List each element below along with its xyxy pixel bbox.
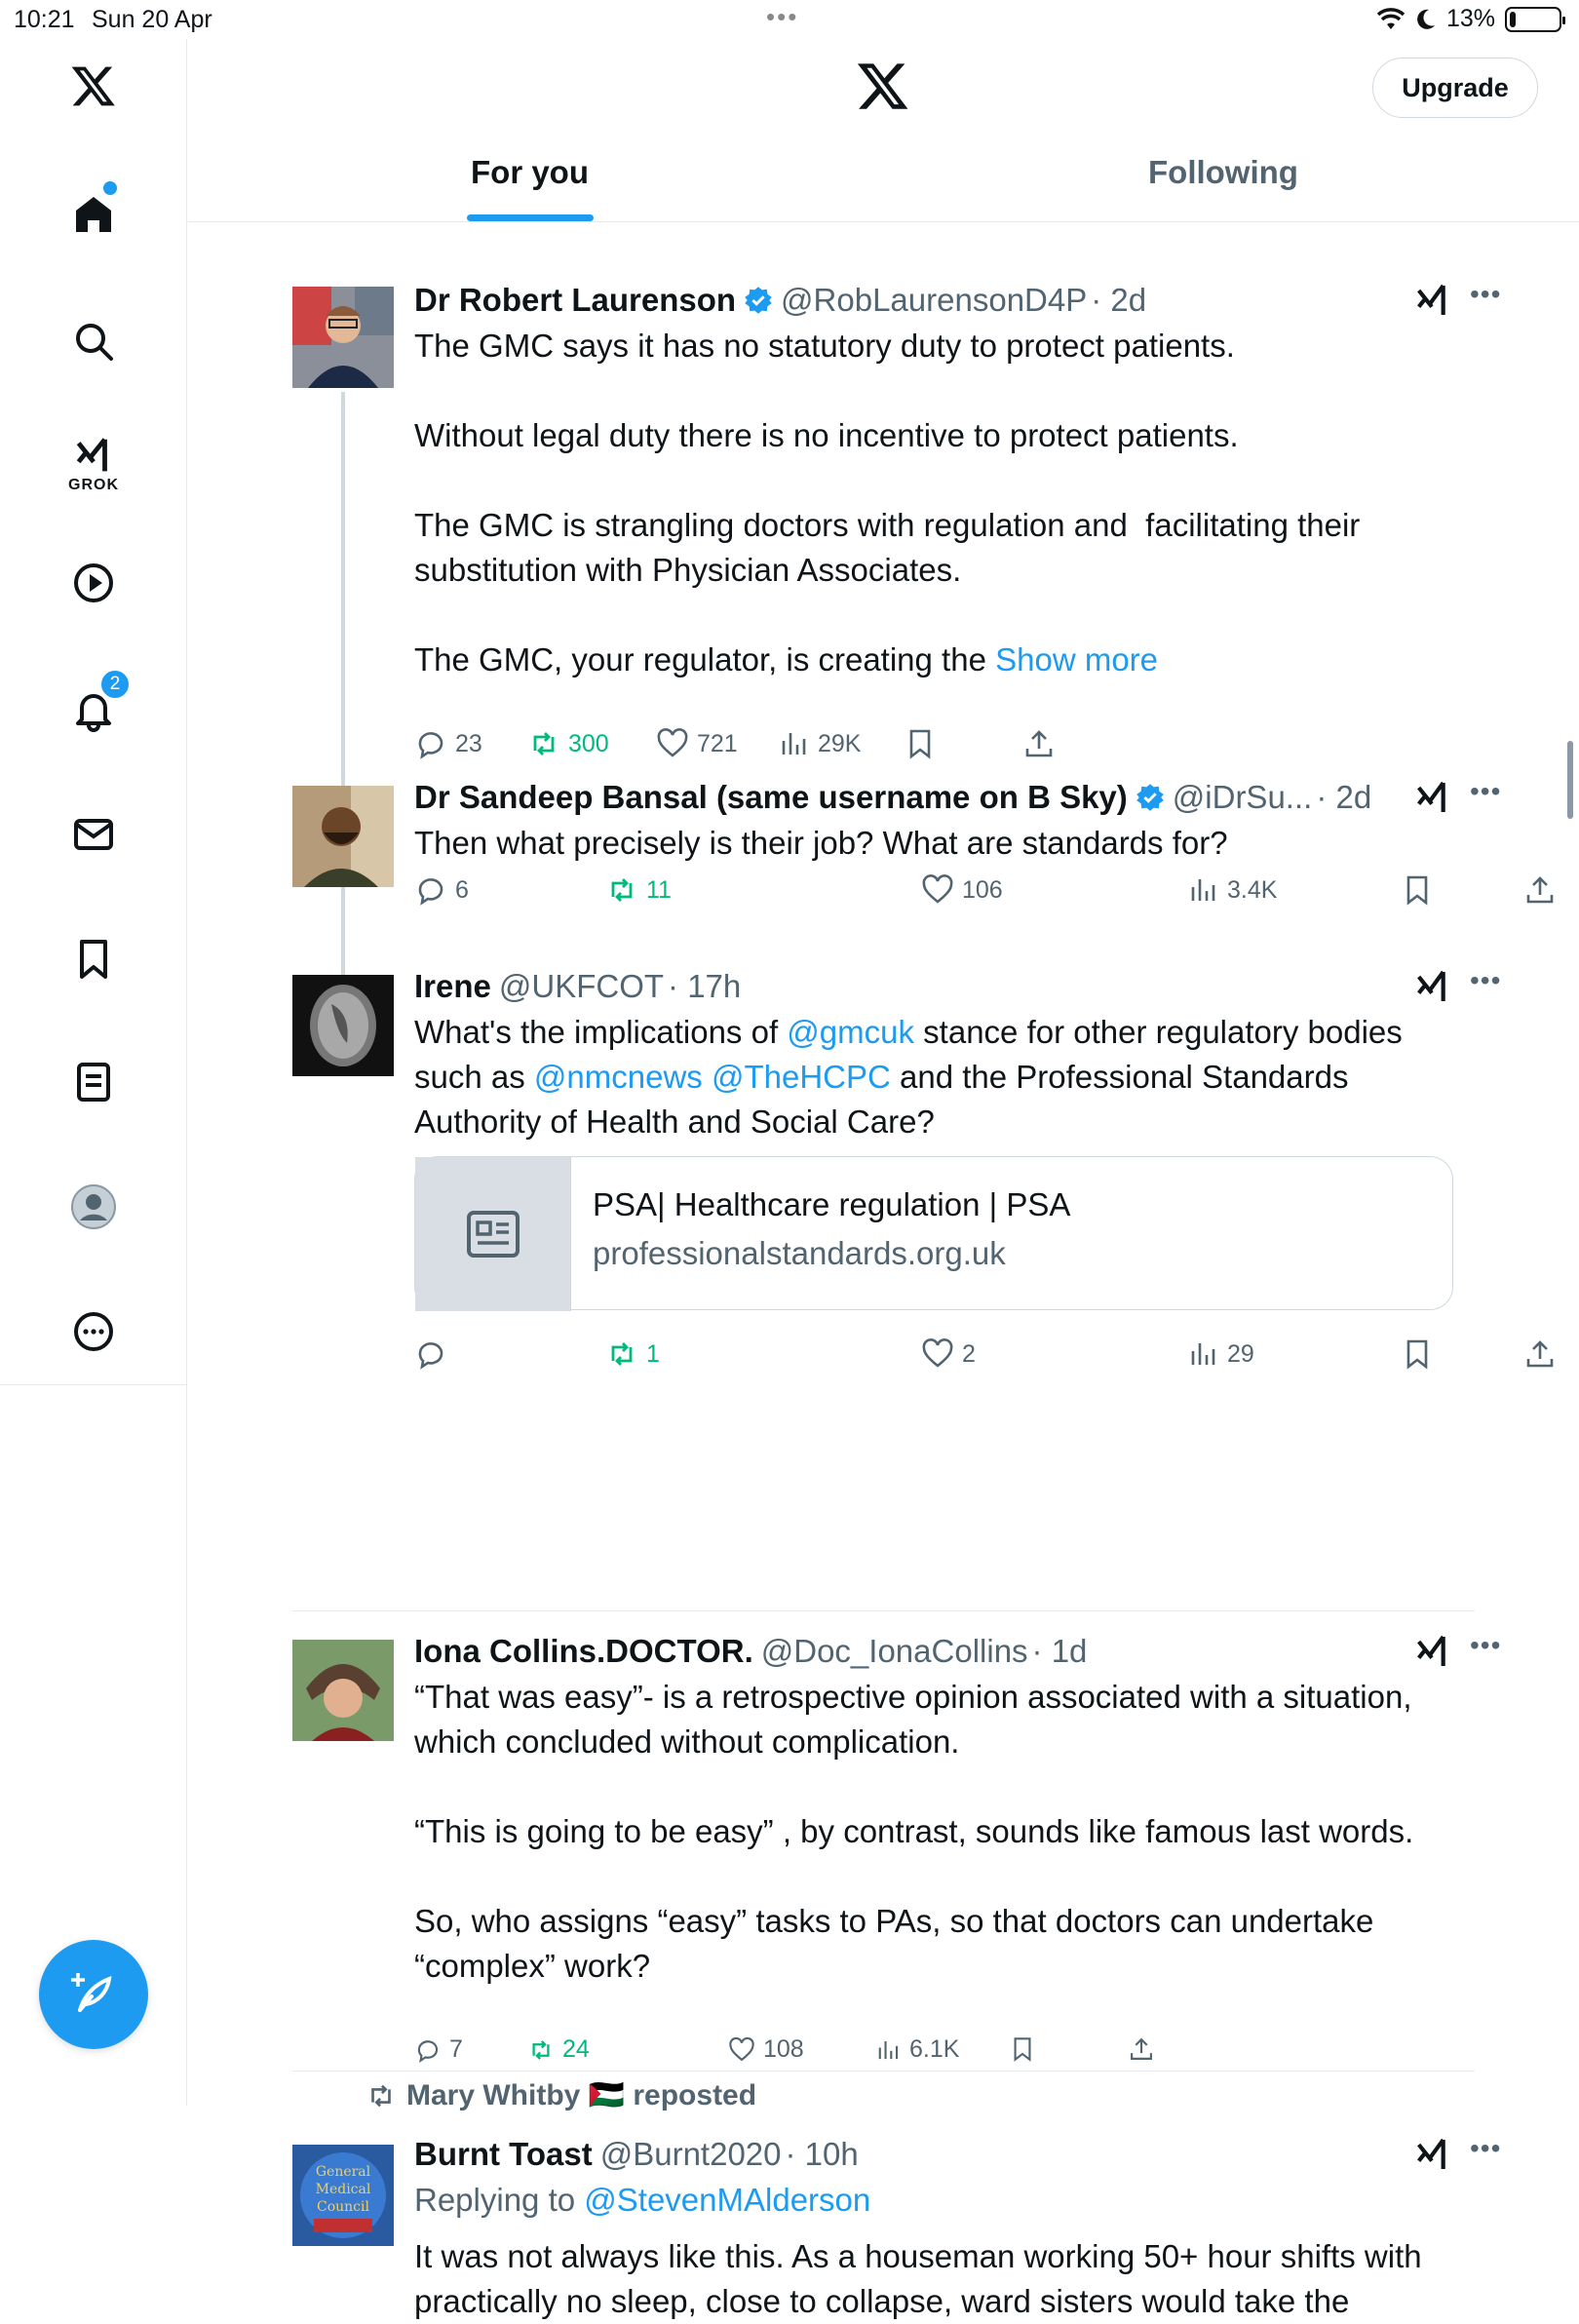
like-button[interactable] — [728, 2035, 804, 2064]
grok-icon[interactable] — [1412, 1632, 1451, 1671]
author-handle[interactable]: @Burnt2020 — [599, 2136, 782, 2172]
bookmark-icon — [1401, 873, 1434, 907]
avatar[interactable] — [292, 1640, 394, 1741]
sidebar-item-lists[interactable] — [55, 1043, 133, 1121]
x-logo-icon — [856, 58, 910, 113]
share-button[interactable] — [1128, 2035, 1155, 2063]
wifi-icon — [1376, 8, 1406, 31]
mention-link[interactable]: @StevenMAlderson — [584, 2182, 871, 2218]
sidebar-item-notifications[interactable] — [55, 671, 133, 749]
tweet-text: “That was easy”- is a retrospective opinion associated with a situation, which concluded without complication. “This is going to be easy” , by contrast, sounds like famous last words. So, who assigns “easy” tasks to PAs, so that doctors can undertake “complex” work? — [414, 1679, 1414, 1984]
battery-percent: 13% — [1445, 5, 1495, 32]
sidebar-item-profile[interactable] — [55, 1168, 133, 1246]
card-thumbnail — [415, 1157, 571, 1311]
mention-link[interactable]: @gmcuk — [787, 1014, 914, 1050]
tweet-actions — [414, 873, 1389, 916]
active-tab-indicator — [467, 214, 594, 221]
heart-icon — [921, 1337, 954, 1371]
tab-following[interactable]: Following — [1148, 154, 1298, 190]
grok-label: GROK — [68, 477, 119, 493]
mail-icon — [70, 811, 117, 858]
share-icon — [1022, 727, 1056, 760]
avatar-text: Medical — [315, 2182, 371, 2197]
like-button[interactable] — [921, 873, 1003, 907]
tweet-actions — [414, 1337, 1389, 1380]
repost-count: 300 — [568, 729, 609, 757]
avatar-text: General — [315, 2164, 371, 2180]
moon-icon — [1415, 8, 1437, 31]
avatar[interactable] — [292, 2145, 394, 2246]
author-handle[interactable]: @iDrSu... — [1172, 779, 1313, 815]
bookmark-button[interactable] — [1401, 873, 1434, 907]
grok-icon — [71, 434, 116, 479]
tweet-header — [414, 1630, 1467, 1673]
author-name[interactable]: Iona Collins.DOCTOR. — [414, 1633, 753, 1669]
like-count: 2 — [962, 1339, 976, 1368]
heart-icon — [728, 2036, 755, 2064]
tweet-header — [414, 279, 1467, 322]
reply-button[interactable] — [414, 1337, 455, 1371]
view-count: 6.1K — [909, 2035, 960, 2063]
repost-button[interactable] — [605, 873, 672, 907]
reply-icon — [414, 873, 447, 907]
heart-icon — [656, 727, 689, 760]
profile-avatar-icon — [70, 1183, 117, 1230]
views-chart-icon — [1186, 1337, 1219, 1371]
bookmark-button[interactable] — [904, 727, 937, 760]
tweet-time[interactable]: · 10h — [785, 2136, 859, 2172]
author-name[interactable]: Burnt Toast — [414, 2136, 593, 2172]
view-count: 29K — [818, 729, 862, 757]
sidebar-item-home[interactable] — [55, 175, 133, 253]
avatar[interactable] — [292, 786, 394, 887]
tweet-text-content: The GMC says it has no statutory duty to protect patients. Without legal duty there is no incentive to protect patients. The GMC is strangling doctors with regulation and facilitating their substitution with Physician Associates. The GMC, your regulator, is creating the — [414, 328, 1361, 678]
view-count: 29 — [1227, 1339, 1254, 1368]
grok-icon[interactable] — [1412, 967, 1451, 1006]
repost-context[interactable] — [366, 2078, 756, 2112]
more-options-icon[interactable]: ••• — [1470, 2133, 1502, 2163]
author-handle[interactable]: @Doc_IonaCollins — [760, 1633, 1028, 1669]
reply-button[interactable] — [414, 873, 469, 907]
tweet-divider — [292, 1610, 1475, 1611]
author-name[interactable]: Dr Robert Laurenson — [414, 282, 737, 318]
multitasking-dots-icon[interactable]: ••• — [766, 2, 799, 31]
tweet-time[interactable]: · 1d — [1031, 1633, 1088, 1669]
author-name[interactable]: Dr Sandeep Bansal (same username on B Sky) — [414, 779, 1128, 815]
share-button[interactable] — [1523, 873, 1557, 907]
author-name[interactable]: Irene — [414, 968, 491, 1004]
repost-count: 24 — [562, 2035, 590, 2063]
sidebar-item-videos[interactable] — [55, 544, 133, 622]
replying-to — [414, 2178, 1467, 2223]
more-options-icon[interactable]: ••• — [1470, 776, 1502, 806]
reply-icon — [414, 727, 447, 760]
like-count: 106 — [962, 875, 1003, 904]
views-chart-icon — [1186, 873, 1219, 907]
play-circle-icon — [70, 560, 117, 606]
home-unread-dot — [103, 181, 117, 195]
x-logo-icon — [70, 62, 117, 109]
text-part: What's the implications of — [414, 1014, 788, 1050]
list-document-icon — [70, 1059, 117, 1105]
battery-icon — [1505, 7, 1561, 32]
bookmark-icon — [1401, 1337, 1434, 1371]
more-circle-icon — [70, 1308, 117, 1355]
more-options-icon[interactable]: ••• — [1470, 279, 1502, 309]
views-button[interactable] — [874, 2035, 959, 2064]
repost-count: 1 — [646, 1339, 660, 1368]
sidebar-item-explore[interactable] — [55, 302, 133, 380]
repost-icon — [605, 1337, 638, 1371]
views-button[interactable] — [1186, 1337, 1254, 1371]
compose-feather-icon — [66, 1967, 121, 2022]
text-part: stance for other regulatory bodies such as — [414, 1014, 1411, 1095]
like-button[interactable] — [656, 727, 738, 760]
bookmark-icon — [70, 936, 117, 983]
sidebar-nav — [0, 39, 187, 2106]
repost-icon — [527, 727, 560, 760]
heart-icon — [921, 873, 954, 907]
views-chart-icon — [777, 727, 810, 760]
repost-icon — [605, 873, 638, 907]
verified-badge-icon — [744, 286, 773, 315]
thread-line — [341, 392, 345, 1006]
author-handle[interactable]: @RobLaurensonD4P — [781, 282, 1088, 318]
show-more-link[interactable]: Show more — [995, 641, 1159, 678]
repost-button[interactable] — [527, 2035, 590, 2064]
tweet-text — [414, 324, 1467, 682]
views-button[interactable] — [1186, 873, 1277, 907]
more-options-icon[interactable]: ••• — [1470, 965, 1502, 995]
mention-link[interactable]: @nmcnews — [533, 1059, 703, 1095]
card-domain: professionalstandards.org.uk — [593, 1235, 1006, 1271]
share-icon — [1523, 873, 1557, 907]
like-count: 721 — [697, 729, 738, 757]
repost-icon — [527, 2036, 555, 2064]
sidebar-item-bookmarks[interactable] — [55, 920, 133, 998]
search-icon — [70, 318, 117, 365]
tweet-time[interactable]: · 2d — [1316, 779, 1372, 815]
repost-button[interactable] — [605, 1337, 660, 1371]
tweet-time[interactable]: · 17h — [668, 968, 742, 1004]
reply-count: 6 — [455, 875, 469, 904]
repost-button[interactable] — [527, 727, 609, 760]
link-preview-card[interactable] — [414, 1156, 1453, 1310]
tweet-text — [414, 1010, 1467, 1144]
share-button[interactable] — [1523, 1337, 1557, 1371]
tweet-header — [414, 965, 1467, 1008]
status-right — [1376, 5, 1561, 33]
repost-icon — [366, 2080, 397, 2111]
tweet-text: Then what precisely is their job? What are standards for? — [414, 825, 1228, 861]
avatar[interactable] — [292, 975, 394, 1076]
verified-badge-icon — [1136, 783, 1165, 812]
status-bar — [0, 0, 1579, 39]
sidebar-x-logo[interactable] — [55, 47, 133, 125]
bookmark-icon — [1009, 2035, 1036, 2063]
reply-icon — [414, 2036, 442, 2064]
sidebar-divider — [0, 1384, 187, 1385]
reply-count: 23 — [455, 729, 482, 757]
reply-icon — [414, 1337, 447, 1371]
home-icon — [70, 191, 117, 238]
text-part: and the Professional Standards Authority of Health and Social Care? — [414, 1059, 1356, 1140]
grok-icon[interactable] — [1412, 2135, 1451, 2174]
tweet-header — [414, 776, 1467, 819]
like-count: 108 — [763, 2035, 804, 2063]
tweet-actions — [414, 2035, 1389, 2078]
views-chart-icon — [874, 2036, 902, 2064]
more-options-icon[interactable]: ••• — [1470, 1630, 1502, 1660]
reply-button[interactable] — [414, 2035, 463, 2064]
share-icon — [1523, 1337, 1557, 1371]
sidebar-item-more[interactable] — [55, 1293, 133, 1371]
grok-icon[interactable] — [1412, 281, 1451, 320]
grok-icon[interactable] — [1412, 778, 1451, 817]
tweet-time[interactable]: · 2d — [1091, 282, 1147, 318]
share-button[interactable] — [1022, 727, 1056, 760]
card-title: PSA| Healthcare regulation | PSA — [593, 1186, 1071, 1222]
like-button[interactable] — [921, 1337, 976, 1371]
article-icon — [466, 1210, 520, 1259]
scrollbar[interactable] — [1567, 741, 1573, 819]
header-x-logo — [856, 58, 910, 118]
tweet-text: It was not always like this. As a houseman working 50+ hour shifts with practically no sleep, close to collapse, ward sisters would take the — [414, 2238, 1431, 2319]
reply-button[interactable] — [414, 727, 482, 760]
repost-count: 11 — [646, 875, 672, 904]
avatar[interactable] — [292, 287, 394, 388]
tweet-header — [414, 2133, 1467, 2176]
reposted-by-label: Mary Whitby 🇵🇸 reposted — [406, 2079, 757, 2111]
replying-prefix: Replying to — [414, 2182, 585, 2218]
status-time: 10:21 — [14, 6, 75, 33]
view-count: 3.4K — [1227, 875, 1278, 904]
share-icon — [1128, 2035, 1155, 2063]
bookmark-button[interactable] — [1009, 2035, 1036, 2063]
avatar-text: Council — [317, 2199, 369, 2215]
sidebar-item-messages[interactable] — [55, 795, 133, 873]
views-button[interactable] — [777, 727, 861, 760]
compose-post-button[interactable] — [39, 1940, 148, 2049]
mention-link[interactable]: @TheHCPC — [711, 1059, 891, 1095]
timeline-header — [188, 39, 1579, 222]
upgrade-button[interactable]: Upgrade — [1372, 58, 1538, 118]
status-date: Sun 20 Apr — [92, 6, 212, 33]
text-part — [703, 1059, 712, 1095]
tab-for-you[interactable]: For you — [471, 154, 589, 190]
author-handle[interactable]: @UKFCOT — [498, 968, 665, 1004]
bookmark-button[interactable] — [1401, 1337, 1434, 1371]
tweet-divider — [292, 2071, 1475, 2072]
sidebar-item-grok[interactable] — [55, 425, 133, 503]
bookmark-icon — [904, 727, 937, 760]
notifications-badge: 2 — [99, 669, 131, 700]
tweet-actions — [414, 727, 1389, 770]
reply-count: 7 — [449, 2035, 463, 2063]
